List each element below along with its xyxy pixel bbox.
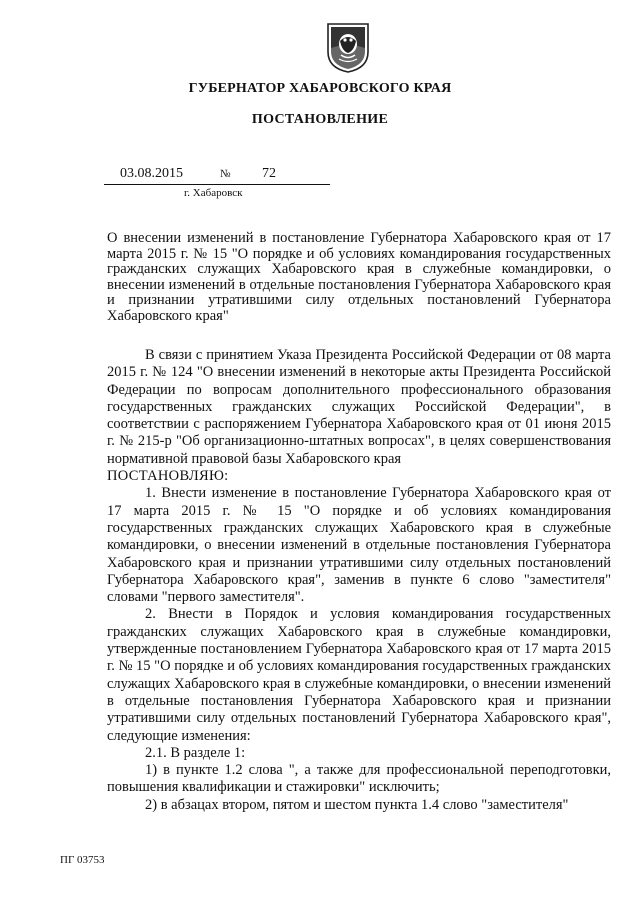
number-sign: № (220, 168, 231, 180)
date-number-line (104, 166, 330, 185)
document-number: 72 (262, 166, 276, 181)
footer-code: ПГ 03753 (60, 854, 105, 866)
item-1-paragraph: 1. Внести изменение в постановление Губернатора Хабаровского края от 17 марта 2015 г. № 15 "О порядке и об условиях командирования государственных гражданских служащих Хабаровского края в служебные командировки, о внесении изменений в отдельные постановления Губернатора Хабаровского края и признании утратившими силу отдельных постановлений Губернатора Хабаровского края", заменив в пункте 6 слово "заместителя" словами "первого заместителя". (107, 485, 611, 606)
document-body (107, 347, 611, 814)
item-2-paragraph: 2. Внести в Порядок и условия командирования государственных гражданских служащих Хабаровского края в служебные командировки, утвержденные постановлением Губернатора Хабаровского края от 17 марта 2015 г. № 15 "О порядке и об условиях командирования государственных гражданских служащих Хабаровского края в служебные командировки, о внесении изменений в отдельные постановления Губернатора Хабаровского края и признании утратившими силу отдельных постановлений Губернатора Хабаровского края", следующие изменения: (107, 606, 611, 744)
document-type: ПОСТАНОВЛЕНИЕ (251, 112, 389, 127)
document-title: О внесении изменений в постановление Губернатора Хабаровского края от 17 марта 2015 г. № 15 "О порядке и об условиях командирования государственных гражданских служащих Хабаровского края в служебные командировки, о внесении изменений в отдельные постановления Губернатора Хабаровского края и признании утратившими силу отдельных постановлений Губернатора Хабаровского края" (107, 230, 611, 324)
item-2-1-paragraph: 2.1. В разделе 1: (145, 744, 246, 761)
governor-title: ГУБЕРНАТОР ХАБАРОВСКОГО КРАЯ (188, 81, 452, 96)
item-2-1-1-paragraph: 1) в пункте 1.2 слова ", а также для профессиональной переподготовки, повышения квалификации и стажировки" исключить; (107, 762, 611, 796)
preamble-paragraph: В связи с принятием Указа Президента Российской Федерации от 08 марта 2015 г. № 124 "О внесении изменений в некоторые акты Президента Российской Федерации по вопросам дополнительного профессионального образования государственных гражданских служащих Российской Федерации", в соответствии с распоряжением Губернатора Хабаровского края от 01 июня 2015 г. № 215-р "Об организационно-штатных вопросах", в целях совершенствования нормативной правовой базы Хабаровского края (107, 347, 611, 467)
resolve-heading: ПОСТАНОВЛЯЮ: (107, 468, 229, 485)
khabarovsk-krai-coat-of-arms-icon (325, 22, 371, 74)
document-date: 03.08.2015 (120, 166, 183, 181)
document-city: г. Хабаровск (184, 187, 243, 199)
item-2-1-2-paragraph: 2) в абзацах втором, пятом и шестом пункта 1.4 слово "заместителя" (145, 796, 569, 813)
